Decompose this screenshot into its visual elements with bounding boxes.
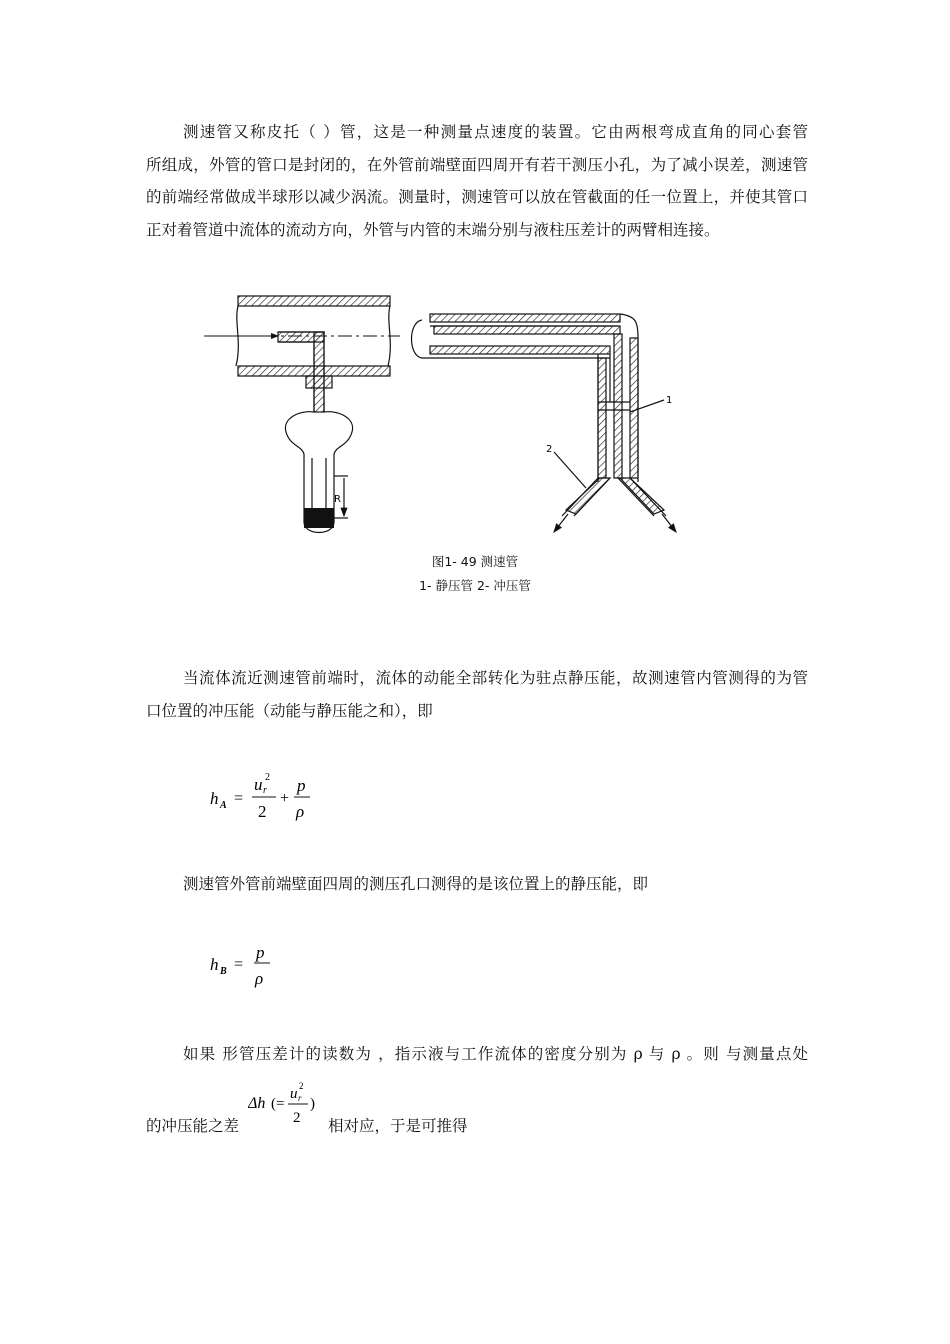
- formula-lhs-sub: A: [220, 800, 227, 811]
- paragraph-line: 如果 形管压差计的读数为 ，指示液与工作流体的密度分别为 ρ 与 ρ 。则 与测量点处: [183, 1045, 808, 1063]
- formula-den1: 2: [258, 802, 267, 821]
- paragraph-static: [146, 868, 808, 901]
- paragraph-pitot-intro: [146, 116, 808, 246]
- paragraph-stagnation: [146, 662, 808, 727]
- formula-plus: +: [280, 790, 290, 807]
- paragraph-line: 测速管外管前端壁面四周的测压孔口测得的是该位置上的静压能，即: [183, 875, 649, 893]
- paragraph-text: 相对应，于是可推得: [328, 1117, 468, 1135]
- pitot-probe: [278, 332, 353, 533]
- formula-num-sup: 2: [299, 1081, 304, 1091]
- paragraph-text: 的冲压能之差: [146, 1117, 240, 1135]
- formula-close: ): [310, 1096, 315, 1112]
- formula-num: p: [256, 943, 265, 962]
- formula-den: 2: [293, 1110, 301, 1126]
- formula-den: ρ: [255, 969, 264, 988]
- formula-num1-sup: 2: [265, 772, 270, 783]
- formula-num: u: [290, 1086, 298, 1102]
- formula-num-sub: r: [298, 1093, 302, 1103]
- formula-lhs: h: [210, 955, 219, 974]
- label-1: 1: [666, 395, 673, 406]
- formula-num1-sub: r: [263, 785, 267, 796]
- pitot-tube-diagram: [190, 282, 710, 542]
- paragraph-line: 正对着管道中流体的流动方向，外管与内管的末端分别与液柱压差计的两臂相连接。: [146, 220, 720, 239]
- formula-delta-h: [248, 1080, 328, 1134]
- paragraph-line: 当流体流近测速管前端时，流体的动能全部转化为驻点静压能，故测速管内管测得的为管: [183, 669, 808, 687]
- paragraph-line: 口位置的冲压能（动能与静压能之和），即: [146, 701, 433, 720]
- paragraph-line: 的前端经常做成半球形以减少涡流。测量时，测速管可以放在管截面的任一位置上，并使其管口: [146, 188, 808, 206]
- label-r: R: [334, 494, 341, 505]
- formula-open: (=: [271, 1096, 285, 1112]
- formula-num2: p: [297, 776, 306, 795]
- paragraph-manometer-line2: [146, 1110, 239, 1143]
- paragraph-line: 测速管又称皮托（ ）管，这是一种测量点速度的装置。它由两根弯成直角的同心套管: [183, 123, 808, 141]
- formula-delta: Δh: [248, 1095, 266, 1112]
- formula-static-energy: [210, 938, 290, 1002]
- formula-impact-energy: [210, 768, 330, 832]
- formula-lhs: h: [210, 789, 219, 808]
- paragraph-manometer-line2-end: [328, 1110, 468, 1143]
- paragraph-line: 所组成，外管的管口是封闭的，在外管前端壁面四周开有若干测压小孔，为了减小误差，测速管: [146, 155, 808, 174]
- figure-caption: 图1- 49 测速管: [431, 554, 519, 569]
- formula-eq: =: [234, 956, 244, 973]
- concentric-tube: [412, 314, 677, 532]
- paragraph-manometer: [146, 1038, 808, 1071]
- formula-num1: u: [254, 775, 263, 794]
- formula-den2: ρ: [296, 802, 305, 821]
- pitot-tube-figure: [190, 282, 710, 542]
- formula-eq: =: [234, 790, 244, 807]
- figure-legend: 1- 静压管 2- 冲压管: [419, 578, 531, 593]
- formula-lhs-sub: B: [220, 966, 227, 977]
- label-2: 2: [546, 444, 553, 455]
